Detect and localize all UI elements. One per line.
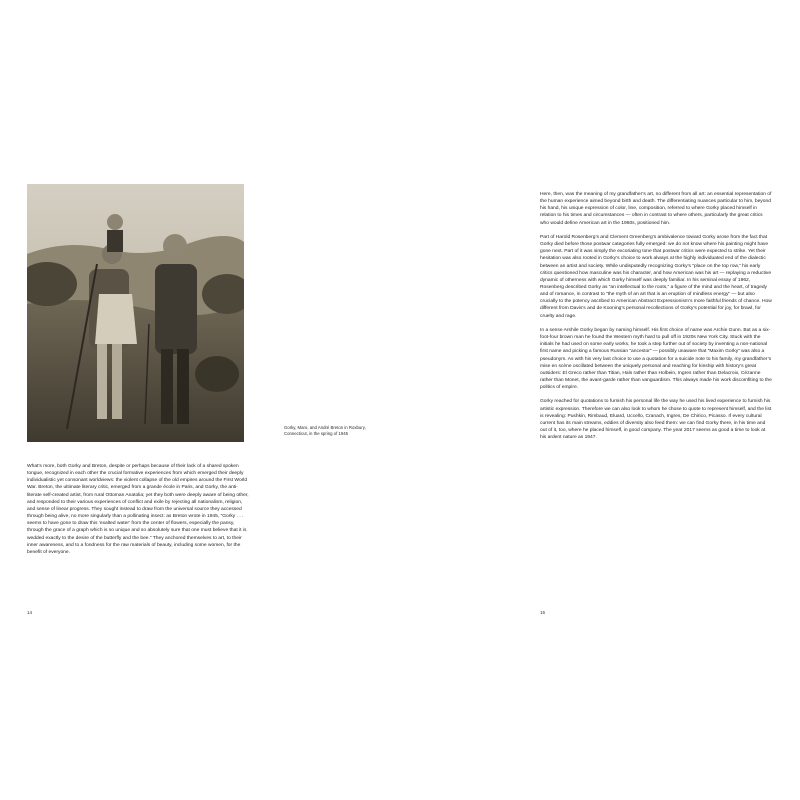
photo-caption: Gorky, Maro, and André Breton in Roxbury, Connecticut, in the spring of 1945 (284, 425, 366, 437)
page-number-right: 15 (540, 610, 546, 615)
paragraph: Gorky reached for quotations to furnish his personal life the way he used his lived experience to furnish his artistic expression. Therefore we can also look to whom he chose to quote to represent himself, and the list is revealing: Pushkin, Rimbaud, Eluard, Uccello, Cranach, Ingres, De Chirico, Picasso. If every cultural current has its main streams, eddies of diversity also feed them: we can find Gorky there, in his time and out of it, too, where he placed himself, in good company. The year 2017 seems as good a time to look at his ardent nature as 1947. (540, 399, 772, 441)
paragraph: In a sense Arshile Gorky began by naming himself. His first choice of name was Archie Gunn. But as a six-foot-four brown man he found the Western myth hard to pull off in 1920s New York City. Stuck with the initials he had used on some early works, he took a step further out of society by inventing a non-national first name and picking a famous Russian “ancestor” — possibly unaware that “Maxim Gorky” was also a pseudonym. As with his very last choice to use a quotation for a suicide note to his family, my grandfather’s mise en scène oscillated between the uniquely personal and reaching for kinship with history’s great outsiders: El Greco rather than Titian, Hals rather than Holbein, Ingres rather than Delacroix, Cézanne rather than Monet, the avant-garde rather than vanguardism. This always made his work discomfiting to the politics of empire. (540, 327, 772, 391)
paragraph: Here, then, was the meaning of my grandfather’s art, no different from all art: an essential representation of the human experience aimed beyond birth and death. The differentiating nuances particular to him, beyond his hand, his unique expression of color, line, composition, referred to where Gorky placed himself in relation to his times and circumstances — often in contrast to where others, particularly the great critics who would define American art in the 1950s, positioned him. (540, 192, 772, 226)
historical-photograph (27, 184, 244, 442)
right-page-body (540, 191, 772, 449)
left-page-body (27, 463, 249, 563)
photograph-icon (27, 184, 244, 442)
paragraph: What’s more, both Gorky and Breton, despite or perhaps because of their lack of a shared spoken tongue, recognized in each other the crucial formative experiences from which emerged their deeply individualistic yet consonant worldviews: the violent collapse of the old empires around the First World War. Breton, the ultimate literary critic, emerged from a grande école in Paris, and Gorky, the anti-literate self-created artist, from rural Ottoman Anatolia; yet they both were deeply aware of being other, and responded to their various experiences of conflict and exile by rejecting all nationalism, religion, and sense of linear progress. They sought instead to draw from the universal source they accessed through being alive, no more singularly than a pollinating insect: as Breton wrote in 1945, “Gorky . . . seems to have gone to draw this ‘exalted water’ from the center of flowers, especially the pansy, through the grace of a graph which is so unique and so absolutely sure that one must believe that it is wedded exactly to the desire of the butterfly and the bee.” They anchored themselves to art, to their inner awareness, and to a fondness for the raw materials of beauty, including some women, for the benefit of everyone. (27, 464, 249, 555)
page-number-left: 14 (27, 610, 33, 615)
paragraph: Part of Harold Rosenberg’s and Clement Greenberg’s ambivalence toward Gorky arose from the fact that Gorky died before those postwar categories fully emerged: we do not know where his painting might have gone next. Part of it was simply the excoriating tone that postwar critics were expected to strike. Yet their hesitation was also rooted in Gorky’s choice to work always at the highly individuated end of the dialectic between an artist and society. While undisputedly recognizing Gorky’s “place on the top row,” his early critics questioned how masculine was his character, and how American was his art — replaying a reductive dynamic of otherness with which Gorky himself was deeply familiar. In his seminal essay of 1962, Rosenberg described Gorky as “an intellectual to the roots,” a figure of the mind and the heart, of tragedy and of romance, in contrast to “the myth of an art that is an eruption of mindless energy” — but also crucially to the potency ascribed to American Abstract Expressionism’s more faithful friends of chance. How different from Davis’s and de Kooning’s personal recollections of Gorky’s potential for joy, for brawl, for cruelty and rage. (540, 234, 772, 319)
